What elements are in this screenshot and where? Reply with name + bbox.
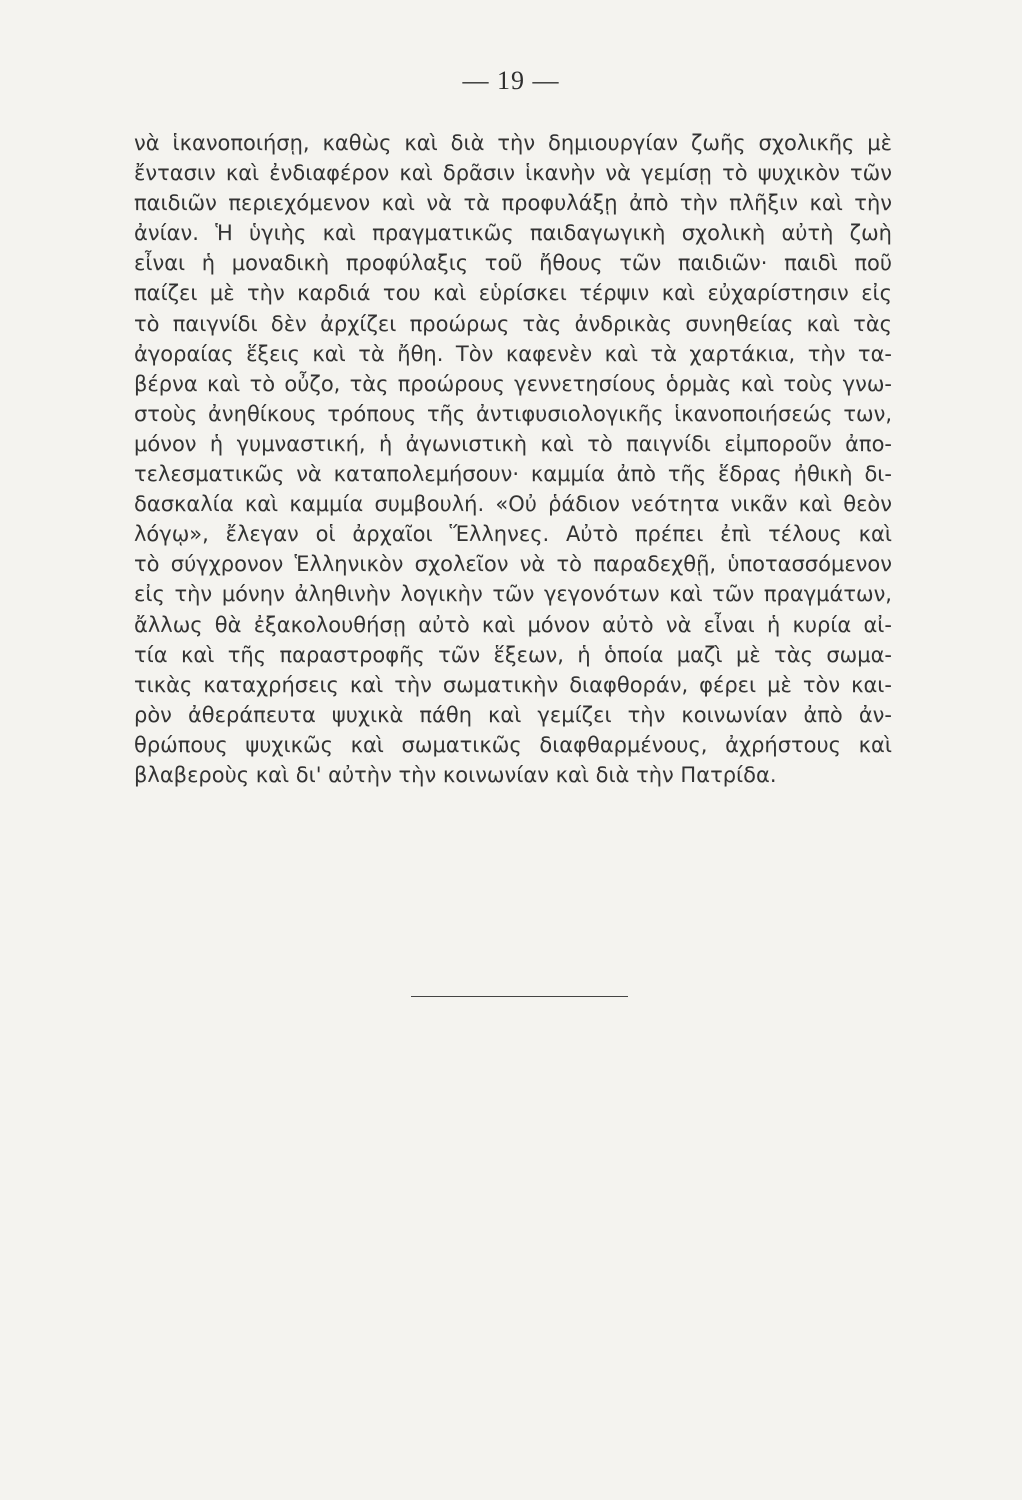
text-line: τελεσματικῶς νὰ καταπολεμήσουν· καμμία ἀπὸ τῆς ἕδρας ἠθικὴ δι- xyxy=(134,462,892,487)
text-line: τὸ σύγχρονον Ἑλληνικὸν σχολεῖον νὰ τὸ παραδεχθῇ, ὑποτασσόμενον xyxy=(134,552,892,577)
text-line: ἄλλως θὰ ἐξακολουθήσῃ αὐτὸ καὶ μόνον αὐτὸ νὰ εἶναι ἡ κυρία αἰ- xyxy=(134,612,892,637)
text-line: δασκαλία καὶ καμμία συμβουλή. «Οὐ ῥάδιον νεότητα νικᾶν καὶ θεὸν xyxy=(134,492,892,517)
text-line: ἀγοραίας ἕξεις καὶ τὰ ἤθη. Τὸν καφενὲν καὶ τὰ χαρτάκια, τὴν τα- xyxy=(134,341,892,366)
text-line-last: βλαβεροὺς καὶ δι' αὐτὴν τὴν κοινωνίαν καὶ διὰ τὴν Πατρίδα. xyxy=(134,762,777,787)
text-line: εἰς τὴν μόνην ἀληθινὴν λογικὴν τῶν γεγονότων καὶ τῶν πραγμάτων, xyxy=(134,582,892,607)
text-line: βέρνα καὶ τὸ οὖζο, τὰς προώρους γεννετησίους ὁρμὰς καὶ τοὺς γνω- xyxy=(134,371,892,396)
section-divider xyxy=(411,996,628,997)
text-line: θρώπους ψυχικῶς καὶ σωματικῶς διαφθαρμένους, ἀχρήστους καὶ xyxy=(134,732,892,757)
text-line: ἀνίαν. Ἡ ὑγιὴς καὶ πραγματικῶς παιδαγωγικὴ σχολικὴ αὐτὴ ζωὴ xyxy=(134,221,892,246)
text-line: λόγῳ», ἔλεγαν οἱ ἀρχαῖοι Ἕλληνες. Αὐτὸ πρέπει ἐπὶ τέλους καὶ xyxy=(134,522,892,547)
text-line: παίζει μὲ τὴν καρδιά του καὶ εὑρίσκει τέρψιν καὶ εὐχαρίστησιν εἰς xyxy=(134,281,892,306)
text-line: τία καὶ τῆς παραστροφῆς τῶν ἕξεων, ἡ ὁποία μαζὶ μὲ τὰς σωμα- xyxy=(134,642,892,667)
text-line: τικὰς καταχρήσεις καὶ τὴν σωματικὴν διαφθοράν, φέρει μὲ τὸν και- xyxy=(134,672,892,697)
text-line: ρὸν ἀθεράπευτα ψυχικὰ πάθη καὶ γεμίζει τὴν κοινωνίαν ἀπὸ ἀν- xyxy=(134,702,892,727)
text-line: τὸ παιγνίδι δὲν ἀρχίζει προώρως τὰς ἀνδρικὰς συνηθείας καὶ τὰς xyxy=(134,311,892,336)
text-line: νὰ ἱκανοποιήσῃ, καθὼς καὶ διὰ τὴν δημιουργίαν ζωῆς σχολικῆς μὲ xyxy=(134,131,892,155)
page-number: — 19 — xyxy=(462,66,560,95)
text-line: μόνον ἡ γυμναστική, ἡ ἀγωνιστικὴ καὶ τὸ παιγνίδι εἰμποροῦν ἀπο- xyxy=(134,431,892,456)
text-line: στοὺς ἀνηθίκους τρόπους τῆς ἀντιφυσιολογικῆς ἱκανοποιήσεώς των, xyxy=(134,401,892,426)
text-line: εἶναι ἡ μοναδικὴ προφύλαξις τοῦ ἤθους τῶν παιδιῶν· παιδὶ ποῦ xyxy=(134,251,892,276)
body-paragraph xyxy=(134,128,892,790)
text-line: παιδιῶν περιεχόμενον καὶ νὰ τὰ προφυλάξῃ ἀπὸ τὴν πλῆξιν καὶ τὴν xyxy=(134,191,892,216)
text-line: ἔντασιν καὶ ἐνδιαφέρον καὶ δρᾶσιν ἱκανὴν νὰ γεμίσῃ τὸ ψυχικὸν τῶν xyxy=(134,161,892,186)
